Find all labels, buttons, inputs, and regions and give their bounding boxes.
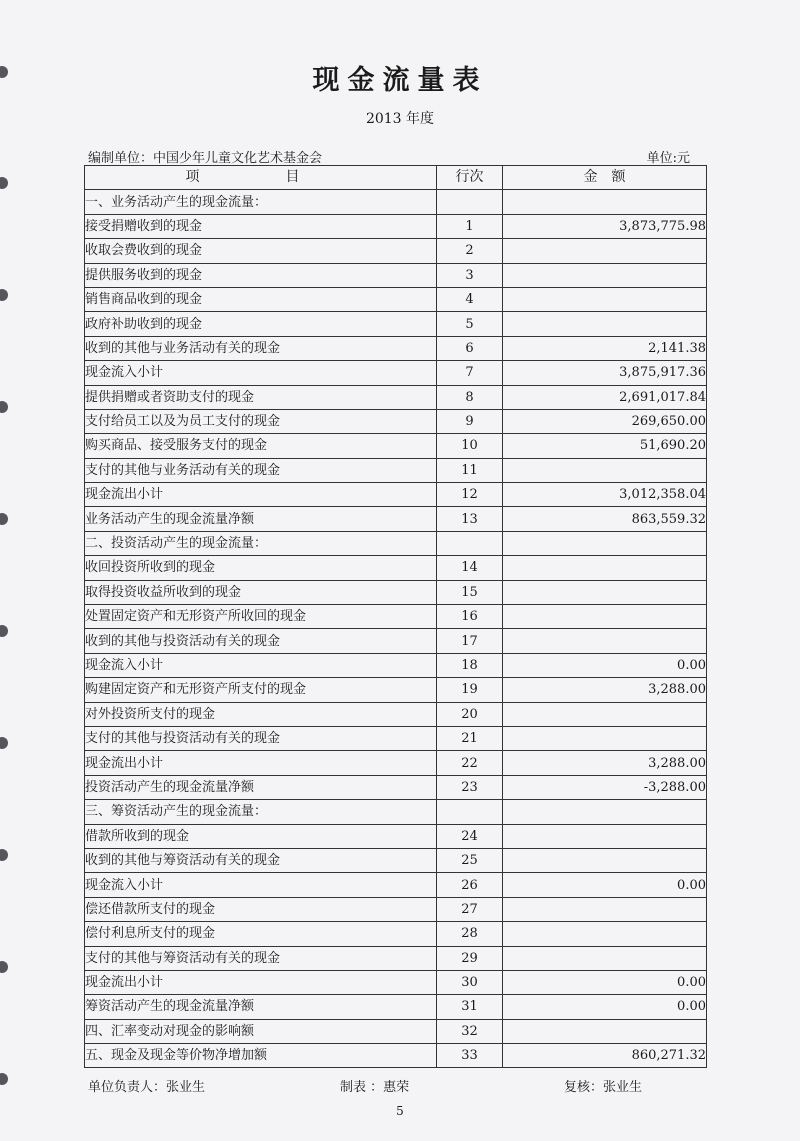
table-row [85,605,707,629]
row-amount [503,800,707,824]
row-line-number: 11 [437,458,503,482]
row-amount: 2,141.38 [503,336,707,360]
row-line-number: 21 [437,726,503,750]
row-item-label: 投资活动产生的现金流量净额 [85,775,437,799]
table-row [85,995,707,1019]
table-row [85,263,707,287]
row-line-number [437,190,503,214]
row-amount: 51,690.20 [503,434,707,458]
row-line-number: 1 [437,214,503,238]
row-item-label: 支付的其他与筹资活动有关的现金 [85,946,437,970]
row-item-label: 提供捐赠或者资助支付的现金 [85,385,437,409]
row-amount: 269,650.00 [503,409,707,433]
row-item-label: 筹资活动产生的现金流量净额 [85,995,437,1019]
row-item-label: 政府补助收到的现金 [85,312,437,336]
row-amount [503,702,707,726]
org-name: 编制单位：中国少年儿童文化艺术基金会 [88,151,323,166]
page-number: 5 [396,1104,404,1118]
table-row [85,458,707,482]
row-item-label: 提供服务收到的现金 [85,263,437,287]
row-line-number: 18 [437,653,503,677]
row-line-number: 2 [437,239,503,263]
row-item-label: 支付的其他与投资活动有关的现金 [85,726,437,750]
row-line-number [437,531,503,555]
row-item-label: 销售商品收到的现金 [85,287,437,311]
responsible-person: 单位负责人：张业生 [88,1080,206,1095]
table-row [85,775,707,799]
currency-unit: 单位:元 [646,151,690,166]
row-amount: 3,875,917.36 [503,361,707,385]
row-item-label: 三、筹资活动产生的现金流量： [85,800,437,824]
row-amount [503,922,707,946]
row-amount [503,897,707,921]
row-amount [503,726,707,750]
table-row [85,361,707,385]
table-row [85,409,707,433]
row-line-number: 15 [437,580,503,604]
row-line-number: 23 [437,775,503,799]
reviewer: 复核：张业生 [564,1080,643,1095]
row-amount [503,824,707,848]
binder-hole [0,401,8,413]
row-item-label: 收取会费收到的现金 [85,239,437,263]
row-line-number [437,800,503,824]
table-row [85,726,707,750]
table-row [85,507,707,531]
row-item-label: 偿付利息所支付的现金 [85,922,437,946]
row-line-number: 3 [437,263,503,287]
row-item-label: 处置固定资产和无形资产所收回的现金 [85,605,437,629]
preparer: 制表 ：惠荣 [340,1080,410,1095]
report-year: 2013 年度 [365,111,435,127]
row-amount: 2,691,017.84 [503,385,707,409]
row-amount [503,580,707,604]
row-amount: 3,288.00 [503,678,707,702]
row-amount: 0.00 [503,653,707,677]
row-amount [503,605,707,629]
table-row [85,434,707,458]
table-row [85,897,707,921]
row-line-number: 27 [437,897,503,921]
table-row [85,531,707,555]
table-row [85,751,707,775]
row-item-label: 接受捐赠收到的现金 [85,214,437,238]
row-line-number: 16 [437,605,503,629]
row-amount [503,531,707,555]
row-item-label: 购买商品、接受服务支付的现金 [85,434,437,458]
table-row [85,653,707,677]
row-line-number: 13 [437,507,503,531]
row-amount: 0.00 [503,873,707,897]
row-line-number: 14 [437,556,503,580]
table-row [85,970,707,994]
table-row [85,336,707,360]
row-amount [503,1019,707,1043]
binder-hole [0,625,8,637]
table-row [85,848,707,872]
binder-hole [0,961,8,973]
binder-hole [0,289,8,301]
row-item-label: 支付的其他与业务活动有关的现金 [85,458,437,482]
row-amount [503,629,707,653]
row-amount: 0.00 [503,995,707,1019]
row-line-number: 12 [437,483,503,507]
table-row [85,800,707,824]
table-row [85,580,707,604]
row-amount [503,946,707,970]
row-item-label: 购建固定资产和无形资产所支付的现金 [85,678,437,702]
row-line-number: 9 [437,409,503,433]
table-row [85,629,707,653]
row-item-label: 偿还借款所支付的现金 [85,897,437,921]
table-row [85,385,707,409]
table-row [85,702,707,726]
row-line-number: 30 [437,970,503,994]
row-line-number: 29 [437,946,503,970]
row-amount [503,312,707,336]
table-row [85,287,707,311]
binder-hole [0,737,8,749]
row-line-number: 17 [437,629,503,653]
row-line-number: 24 [437,824,503,848]
table-row [85,873,707,897]
row-amount: 863,559.32 [503,507,707,531]
row-item-label: 收到的其他与投资活动有关的现金 [85,629,437,653]
table-header-row [85,166,707,190]
row-amount [503,263,707,287]
binder-hole [0,177,8,189]
table-row [85,239,707,263]
row-line-number: 25 [437,848,503,872]
row-amount [503,848,707,872]
binder-hole [0,513,8,525]
row-item-label: 对外投资所支付的现金 [85,702,437,726]
cash-flow-table [84,165,707,1068]
row-line-number: 7 [437,361,503,385]
row-amount: -3,288.00 [503,775,707,799]
row-amount: 3,873,775.98 [503,214,707,238]
row-amount: 860,271.32 [503,1044,707,1068]
row-item-label: 收到的其他与筹资活动有关的现金 [85,848,437,872]
header-line: 行次 [437,166,503,190]
row-line-number: 4 [437,287,503,311]
row-line-number: 10 [437,434,503,458]
row-line-number: 33 [437,1044,503,1068]
row-amount [503,556,707,580]
row-amount [503,458,707,482]
row-item-label: 现金流出小计 [85,751,437,775]
table-row [85,483,707,507]
row-item-label: 现金流出小计 [85,970,437,994]
row-line-number: 28 [437,922,503,946]
row-amount [503,287,707,311]
table-row [85,1019,707,1043]
table-row [85,214,707,238]
row-line-number: 31 [437,995,503,1019]
row-line-number: 22 [437,751,503,775]
org-unit-line [88,147,708,165]
row-item-label: 收到的其他与业务活动有关的现金 [85,336,437,360]
binder-hole [0,849,8,861]
table-row [85,678,707,702]
row-item-label: 二、投资活动产生的现金流量： [85,531,437,555]
table-row [85,946,707,970]
row-item-label: 现金流入小计 [85,653,437,677]
row-line-number: 32 [437,1019,503,1043]
table-row [85,1044,707,1068]
row-item-label: 一、业务活动产生的现金流量： [85,190,437,214]
binder-hole [0,1073,8,1085]
table-row [85,190,707,214]
row-amount: 3,012,358.04 [503,483,707,507]
row-line-number: 26 [437,873,503,897]
row-line-number: 20 [437,702,503,726]
row-item-label: 四、汇率变动对现金的影响额 [85,1019,437,1043]
row-amount: 3,288.00 [503,751,707,775]
table-row [85,824,707,848]
signature-line [88,1076,708,1096]
row-item-label: 现金流出小计 [85,483,437,507]
row-amount [503,239,707,263]
row-item-label: 现金流入小计 [85,873,437,897]
row-amount: 0.00 [503,970,707,994]
table-row [85,556,707,580]
row-item-label: 五、现金及现金等价物净增加额 [85,1044,437,1068]
row-amount [503,190,707,214]
page-title: 现金流量表 [312,65,488,96]
table-row [85,922,707,946]
row-item-label: 现金流入小计 [85,361,437,385]
row-line-number: 8 [437,385,503,409]
row-line-number: 5 [437,312,503,336]
row-item-label: 支付给员工以及为员工支付的现金 [85,409,437,433]
row-line-number: 6 [437,336,503,360]
row-item-label: 业务活动产生的现金流量净额 [85,507,437,531]
row-item-label: 收回投资所收到的现金 [85,556,437,580]
row-line-number: 19 [437,678,503,702]
header-amount: 金 额 [503,166,707,190]
row-item-label: 借款所收到的现金 [85,824,437,848]
row-item-label: 取得投资收益所收到的现金 [85,580,437,604]
header-item: 项 目 [85,166,437,190]
table-row [85,312,707,336]
